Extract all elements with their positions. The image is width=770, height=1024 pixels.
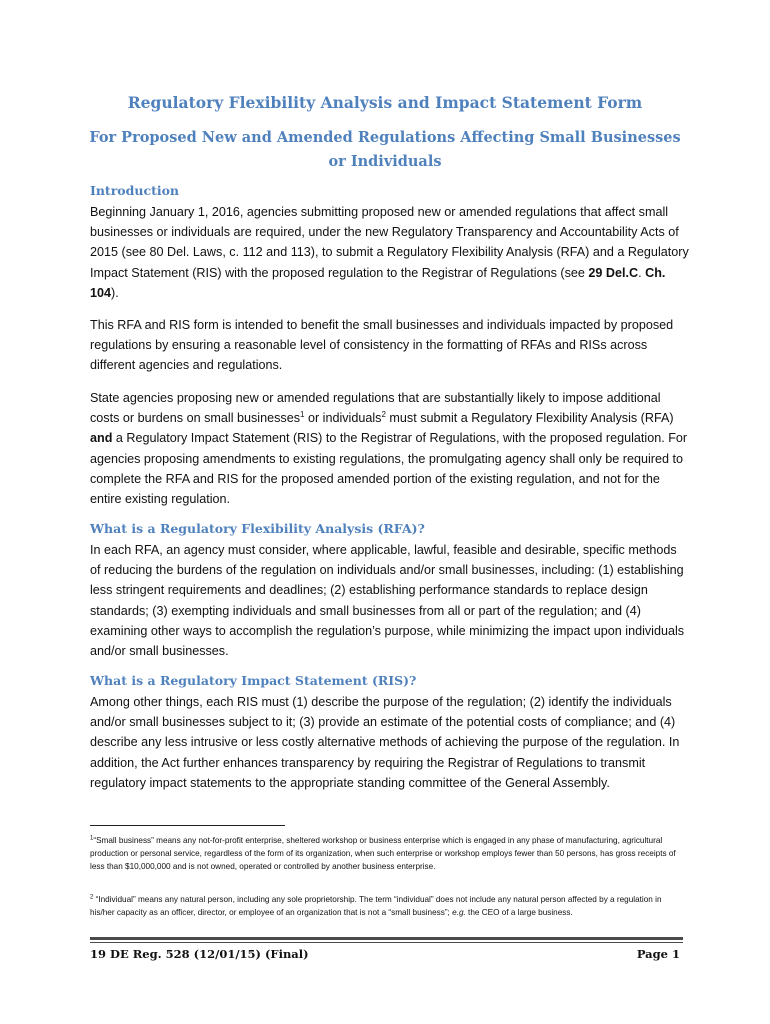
introduction-heading: Introduction: [90, 183, 180, 198]
introduction-paragraph-2: This RFA and RIS form is intended to benefit the small businesses and individuals impacted by proposed regulations by ensuring a reasonable level of consistency in the formatting of RFAs and RISs across different agencies and regulations.: [90, 318, 674, 373]
introduction-p3-a: State agencies proposing new or amended regulations that are substantially likely to impose additional costs or burdens on small businesses: [90, 391, 661, 426]
footer-citation: 19 DE Reg. 528 (12/01/15) (Final): [90, 947, 309, 961]
footnote-ref-2: 2: [381, 410, 386, 420]
introduction-paragraph-1: [90, 202, 690, 303]
introduction-paragraph-3: [90, 388, 690, 509]
document-title: Regulatory Flexibility Analysis and Impact Statement Form: [127, 93, 643, 112]
footnote-ref-1: 1: [300, 410, 305, 420]
statute-reference-a: 29 Del.C: [588, 265, 639, 280]
introduction-p3-and: and: [90, 431, 113, 446]
introduction-p3-d: a Regulatory Impact Statement (RIS) to the Registrar of Regulations, with the proposed regulation. For agencies proposing amendments to existing regulations, the promulgating agency shall only be required to complete the RFA and RIS for the proposed amended portion of the existing regulation, and not for the entire existing regulation.: [90, 431, 688, 507]
footer-rule-thick: [90, 937, 683, 940]
introduction-p1-text: Beginning January 1, 2016, agencies submitting proposed new or amended regulations that affect small businesses or individuals are required, under the new Regulatory Transparency and Accountability Acts of 2015 (see 80 Del. Laws, c. 112 and 113), to submit a Regulatory Flexibility Analysis (RFA) and a Regulatory Impact Statement (RIS) with the proposed regulation to the Registrar of Regulations (see: [90, 205, 689, 280]
footnote-1-text: “Small business” means any not-for-profit enterprise, sheltered workshop or business enterprise which is engaged in any phase of manufacturing, agricultural production or personal service, regardless of the form of its organization, when such enterprise or workshop employs fewer than 50 persons, has gross receipts of less than $10,000,000 and is not owned, operated or controlled by another business enterprise.: [90, 836, 676, 872]
footnote-2-text-a: “Individual” means any natural person, including any sole proprietorship. The term “individual” does not include any natural person affected by a regulation in his/her capacity as an officer, director, or employee of an organization that is not a “small business”;: [90, 895, 662, 918]
footnote-1: [90, 834, 680, 874]
ris-heading: What is a Regulatory Impact Statement (RIS)?: [90, 673, 417, 688]
document-subtitle: For Proposed New and Amended Regulations Affecting Small Businesses or Individuals: [89, 129, 681, 170]
statute-reference-separator: .: [638, 265, 646, 280]
statute-reference-b: Ch. 104: [90, 265, 666, 300]
rfa-paragraph: In each RFA, an agency must consider, where applicable, lawful, feasible and desirable, specific methods of reducing the burdens of the regulation on individuals and/or small businesses, including: (1) establishing less stringent requirements and deadlines; (2) establishing performance standards to replace design standards; (3) exempting individuals and small businesses from all or part of the regulation; and (4) examining other ways to accomplish the regulation’s purpose, while minimizing the impact upon individuals and/or small businesses.: [90, 543, 685, 659]
introduction-p1-end: ).: [111, 285, 119, 300]
footnote-divider: [90, 825, 285, 826]
footnote-2: [90, 893, 680, 919]
footnote-2-eg: e.g.: [452, 908, 466, 918]
page-number: Page 1: [636, 947, 680, 961]
footnote-2-text-b: the CEO of a large business.: [465, 908, 573, 918]
footnote-1-mark: 1: [90, 835, 94, 842]
introduction-p3-c: must submit a Regulatory Flexibility Analysis (RFA): [385, 411, 674, 426]
footer-rule-thin: [90, 942, 683, 943]
ris-paragraph: Among other things, each RIS must (1) describe the purpose of the regulation; (2) identify the individuals and/or small businesses subject to it; (3) provide an estimate of the potential costs of compliance; and (4) describe any less intrusive or less costly alternative methods of achieving the purpose of the regulation. In addition, the Act further enhances transparency by requiring the Registrar of Regulations to transmit regulatory impact statements to the appropriate standing committee of the General Assembly.: [90, 695, 680, 790]
introduction-p3-b: or individuals: [304, 411, 382, 426]
rfa-heading: What is a Regulatory Flexibility Analysis (RFA)?: [90, 521, 425, 536]
footnote-2-mark: 2: [90, 894, 94, 901]
